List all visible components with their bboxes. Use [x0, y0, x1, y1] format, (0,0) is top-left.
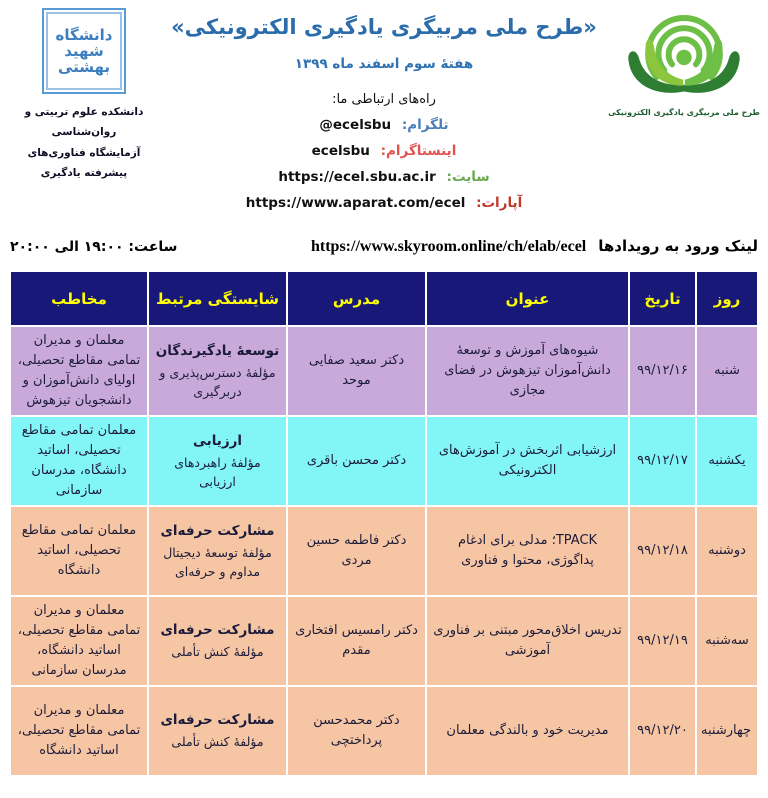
contact-label: سایت:: [446, 169, 490, 185]
contact-value[interactable]: ecelsbu: [311, 143, 370, 159]
contact-label: تلگرام:: [401, 117, 449, 133]
university-caption: [8, 102, 160, 184]
schedule-table-header: [10, 271, 758, 326]
column-header-audience: مخاطب: [10, 271, 148, 326]
cell-audience: معلمان و مدیران تمامی مقاطع تحصیلی، اساتید دانشگاه، مدرسان سازمانی: [10, 596, 148, 686]
program-logo-block: [608, 6, 760, 117]
university-logo-line: شهید: [64, 41, 104, 60]
university-logo-line: بهشتی: [57, 58, 111, 77]
cell-instructor: دکتر فاطمه حسین مردی: [287, 506, 426, 596]
program-logo-icon: [620, 6, 748, 102]
cell-instructor: دکتر رامسیس افتخاری مقدم: [287, 596, 426, 686]
competency-name: توسعهٔ یادگیرندگان: [155, 342, 280, 359]
competency-name: مشارکت حرفه‌ای: [160, 522, 275, 539]
page-subtitle: هفتهٔ سوم اسفند ماه ۱۳۹۹: [294, 56, 474, 72]
cell-date: ۹۹/۱۲/۱۸: [629, 506, 696, 596]
cell-day: دوشنبه: [696, 506, 758, 596]
lab-name: آزمایشگاه فناوری‌های پیشرفته یادگیری: [27, 146, 141, 180]
table-row: [10, 506, 758, 596]
contact-section: [160, 92, 608, 211]
contact-label: آپارات:: [476, 195, 523, 211]
schedule-body: [10, 326, 758, 776]
contact-value[interactable]: https://ecel.sbu.ac.ir: [278, 169, 436, 185]
contact-value[interactable]: @ecelsbu: [319, 117, 392, 133]
cell-title: شیوه‌های آموزش و توسعهٔ دانش‌آموزان تیزهوش در فضای مجازی: [426, 326, 629, 416]
column-header-instructor: مدرس: [287, 271, 426, 326]
cell-competency: [148, 596, 287, 686]
cell-audience: معلمان و مدیران تمامی مقاطع تحصیلی، اولیای دانش‌آموزان و دانشجویان تیزهوش: [10, 326, 148, 416]
cell-day: سه‌شنبه: [696, 596, 758, 686]
cell-date: ۹۹/۱۲/۱۹: [629, 596, 696, 686]
table-row: [10, 686, 758, 776]
column-header-day: روز: [696, 271, 758, 326]
events-link-url[interactable]: https://www.skyroom.online/ch/elab/ecel: [310, 238, 587, 255]
person-head-icon: [676, 50, 691, 65]
cell-date: ۹۹/۱۲/۱۶: [629, 326, 696, 416]
page-title: «طرح ملی مربیگری یادگیری الکترونیکی»: [171, 15, 597, 39]
cell-audience: معلمان تمامی مقاطع تحصیلی، اساتید دانشگاه: [10, 506, 148, 596]
session-time: ساعت: ۱۹:۰۰ الی ۲۰:۰۰: [10, 239, 178, 255]
competency-name: مشارکت حرفه‌ای: [160, 622, 275, 639]
cell-instructor: دکتر محمدحسن پرداختچی: [287, 686, 426, 776]
cell-day: یکشنبه: [696, 416, 758, 506]
events-link: [311, 237, 758, 256]
info-bar: [0, 237, 768, 256]
cell-date: ۹۹/۱۲/۲۰: [629, 686, 696, 776]
competency-component: مؤلفهٔ کنش تأملی: [171, 734, 264, 750]
competency-component: مؤلفهٔ راهبردهای ارزیابی: [174, 454, 261, 489]
cell-instructor: دکتر محسن باقری: [287, 416, 426, 506]
events-link-label: لینک ورود به رویدادها: [598, 237, 758, 255]
cell-instructor: دکتر سعید صفایی موحد: [287, 326, 426, 416]
cell-title: تدریس اخلاق‌محور مبتنی بر فناوری آموزشی: [426, 596, 629, 686]
cell-title: TPACK؛ مدلی برای ادغام پداگوژی، محتوا و فناوری: [426, 506, 629, 596]
competency-name: مشارکت حرفه‌ای: [160, 712, 275, 729]
title-block: [160, 6, 608, 221]
table-row: [10, 326, 758, 416]
contact-item: [160, 117, 608, 133]
cell-day: چهارشنبه: [696, 686, 758, 776]
competency-component: مؤلفهٔ دسترس‌پذیری و دربرگیری: [159, 364, 276, 399]
faculty-name: دانشکده علوم تربیتی و روان‌شناسی: [24, 106, 144, 139]
program-logo-caption: طرح ملی مربیگری یادگیری الکترونیکی: [608, 108, 760, 117]
cell-competency: [148, 686, 287, 776]
competency-component: مؤلفهٔ توسعهٔ دیجیتال مداوم و حرفه‌ای: [163, 544, 272, 579]
column-header-competency: شایستگی مرتبط: [148, 271, 287, 326]
cell-competency: [148, 416, 287, 506]
university-logo-line: دانشگاه: [55, 25, 113, 44]
university-block: [8, 6, 160, 184]
cell-title: ارزشیابی اثربخش در آموزش‌های الکترونیکی: [426, 416, 629, 506]
contact-heading: راه‌های ارتباطی ما:: [332, 92, 436, 107]
column-header-title: عنوان: [426, 271, 629, 326]
contact-item: [160, 195, 608, 211]
contact-item: [160, 169, 608, 185]
schedule-table: [9, 270, 759, 777]
cell-day: شنبه: [696, 326, 758, 416]
cell-competency: [148, 506, 287, 596]
contact-label: اینستاگرام:: [380, 143, 457, 159]
cell-audience: معلمان تمامی مقاطع تحصیلی، اساتید دانشگاه، مدرسان سازمانی: [10, 416, 148, 506]
cell-audience: معلمان و مدیران تمامی مقاطع تحصیلی، اساتید دانشگاه: [10, 686, 148, 776]
contact-value[interactable]: https://www.aparat.com/ecel: [245, 195, 466, 211]
cell-date: ۹۹/۱۲/۱۷: [629, 416, 696, 506]
cell-title: مدیریت خود و بالندگی معلمان: [426, 686, 629, 776]
university-logo: [42, 8, 126, 94]
header: [0, 0, 768, 221]
column-header-date: تاریخ: [629, 271, 696, 326]
competency-name: ارزیابی: [192, 432, 243, 449]
table-row: [10, 416, 758, 506]
competency-component: مؤلفهٔ کنش تأملی: [171, 644, 264, 660]
contact-item: [160, 143, 608, 159]
contact-list: [160, 117, 608, 211]
table-row: [10, 596, 758, 686]
cell-competency: [148, 326, 287, 416]
